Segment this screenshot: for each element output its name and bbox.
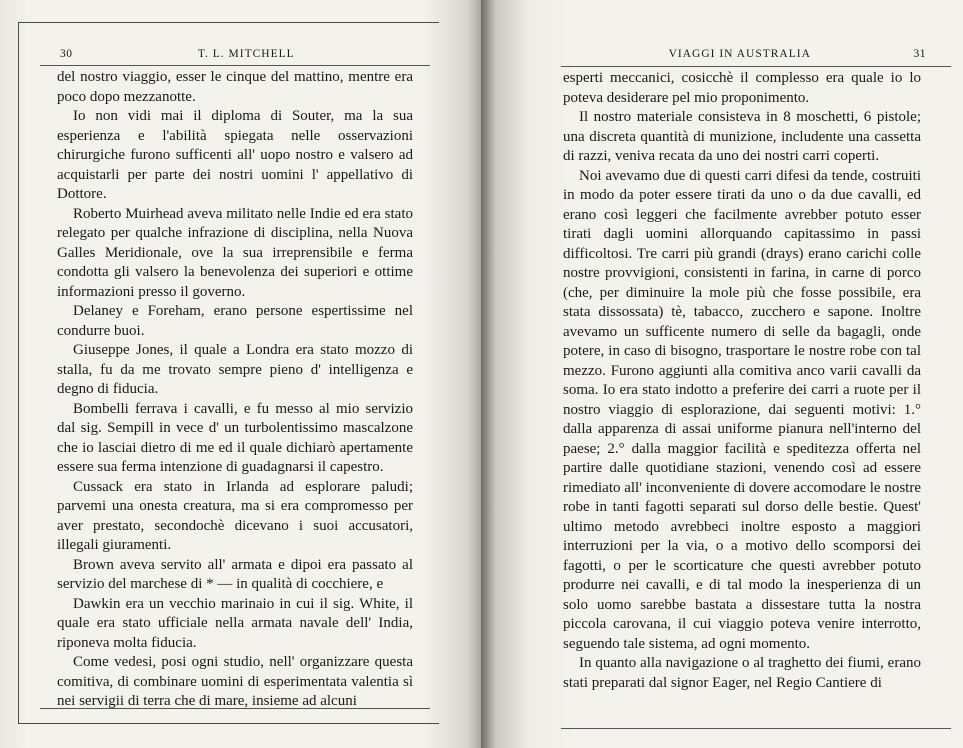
paragraph: Delaney e Foreham, erano persone espertissime nel condurre buoi. [57, 303, 413, 339]
paragraph: Dawkin era un vecchio marinaio in cui il sig. White, il quale era stato ufficiale nella armata navale dell' India, riponeva molta fiducia. [57, 595, 413, 651]
paragraph: esperti meccanici, cosicchè il complesso era quale io lo poteva desiderare pel mio proponimento. [563, 70, 921, 106]
paragraph: Brown aveva servito all' armata e dipoi era passato al servizio del marchese di * — in qualità di cocchiere, e [57, 556, 413, 592]
running-title: VIAGGI IN AUSTRALIA [668, 48, 811, 60]
paragraph: Cussack era stato in Irlanda ad esplorare paludi; parvemi una onesta creatura, ma si era compromesso per aver prestato, secondochè dicevano i suoi accusatori, illegali giuramenti. [57, 478, 413, 553]
page-number: 31 [913, 48, 926, 60]
paragraph: Roberto Muirhead aveva militato nelle Indie ed era stato relegato per qualche infrazione di disciplina, nella Nuova Galles Meridionale, ove la sua irreprensibile e ferma condotta gli valsero la benevolenza dei superiori e ottime informazioni presso il governo. [57, 205, 413, 300]
header-rule [40, 65, 430, 66]
paragraph: Noi avevamo due di questi carri difesi da tende, costruiti in modo da poter essere tirati da uno o da due cavalli, ed erano così leggeri che facilmente avrebber potuto esser tirati dagli uomini allorquando capitassimo in passi difficoltosi. Tre carri più grandi (drays) erano carichi colle nostre provvigioni, consistenti in farina, in carne di porco (che, per diminuire la mole più che fosse possibile, era stata dissossata) tè, tabacco, zucchero e sapone. Inoltre avevamo un sufficente numero di selle da bagagli, onde potere, in caso di bisogno, trasportare le nostre robe con tal mezzo. Furono aggiunti alla comitiva anco varii cavalli da soma. Io era stato indotto a preferire dei carri a ruote per il nostro viaggio di esplorazione, dai seguenti motivi: 1.° dalla apparenza di assai uniforme pianura nell'interno del paese; 2.° dalla maggior facilità e speditezza offerta nel partire dalle quotidiane stazioni, venendo così ad essere rimediato all' inconveniente di dovere accomodare le nostre robe in tanti fagotti separati sul dorso delle bestie. Quest' ultimo metodo avrebbeci inoltre esposto a maggiori interruzioni per la via, o a motivo dello scomporsi dei fagotti, o per le scorticature che questi avrebber potuto produrre nei cavalli, e di tal modo la inesperienza di un solo uomo sarebbe bastata a dissestare tutta la nostra piccola carovana, il cui viaggio poteva venire interrotto, seguendo tale sistema, ad ogni momento. [563, 167, 921, 652]
running-head [566, 48, 926, 60]
page-number: 30 [60, 48, 73, 60]
footer-rule [40, 708, 430, 709]
paragraph: Il nostro materiale consisteva in 8 moschetti, 6 pistole; una discreta quantità di munizione, includente una cassetta di razzi, veniva recata da uno dei nostri carri coperti. [563, 109, 921, 164]
paragraph: Giuseppe Jones, il quale a Londra era stato mozzo di stalla, fu da me trovato sempre pieno d' intelligenza e degno di fiducia. [57, 342, 413, 397]
running-title: T. L. MITCHELL [197, 48, 295, 60]
footer-rule [561, 728, 951, 729]
right-page [481, 0, 963, 748]
paragraph: Bombelli ferrava i cavalli, e fu messo al mio servizio dal sig. Sempill in vece d' un turbolentissimo mascalzone che io lasciai dietro di me ed il quale dichiarò apertamente essere sua ferma intenzione di guadagnarsi il capestro. [57, 400, 413, 475]
body-text [57, 68, 413, 712]
body-text [563, 69, 921, 693]
paragraph: Io non vidi mai il diploma di Souter, ma la sua esperienza e l'abilità spiegata nelle osservazioni chirurgiche furono sufficenti all' uopo nostro e valsero ad acquistarli per parte dei nostri uomini l' appellativo di Dottore. [57, 108, 413, 202]
left-page [0, 0, 481, 748]
running-head [60, 48, 420, 60]
paragraph: del nostro viaggio, esser le cinque del mattino, mentre era poco dopo mezzanotte. [57, 69, 413, 105]
paragraph: In quanto alla navigazione o al traghetto dei fiumi, erano stati preparati dal signor Eager, nel Regio Cantiere di [563, 655, 921, 691]
header-rule [561, 66, 951, 67]
paragraph: Come vedesi, posi ogni studio, nell' organizzare questa comitiva, di combinare uomini di esperimentata valentia sì nei servigii di terra che di mare, insieme ad alcuni [57, 654, 413, 709]
